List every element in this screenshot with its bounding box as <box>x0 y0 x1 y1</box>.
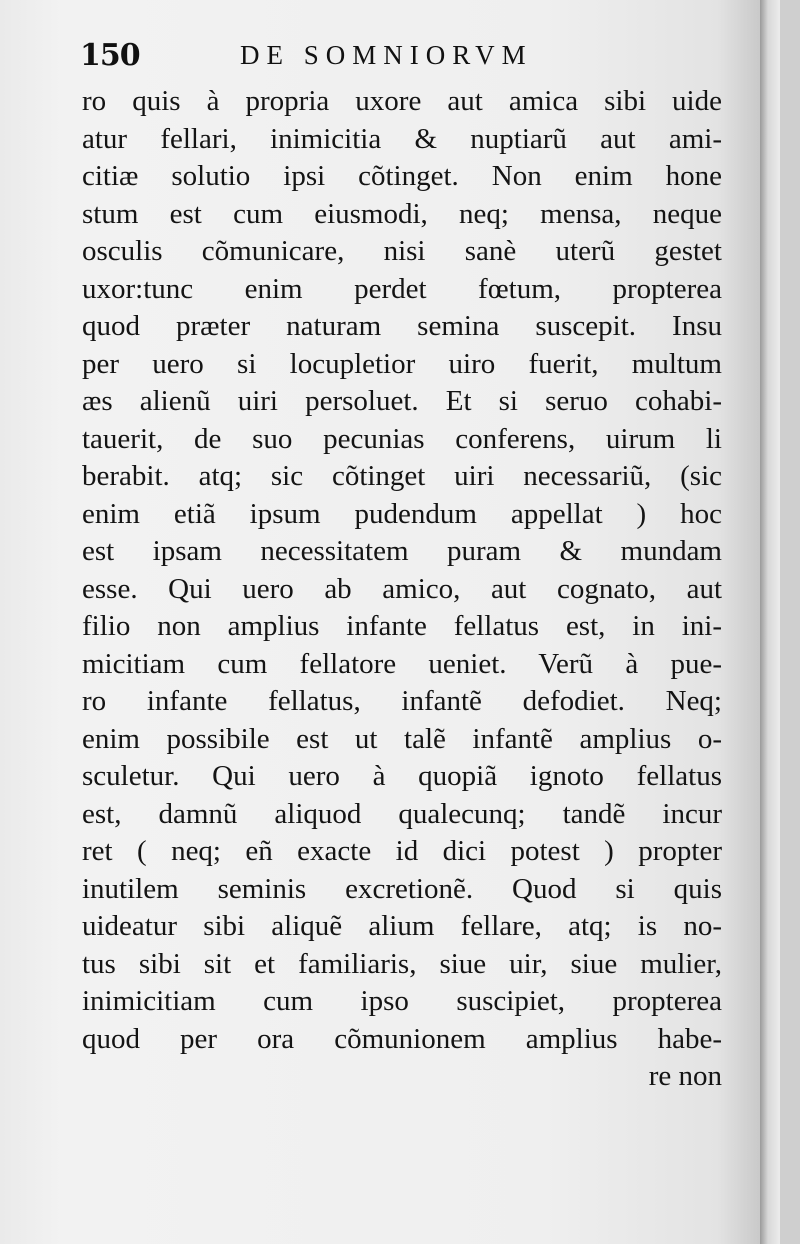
text-line: tus sibi sit et familiaris, siue uir, siue mulier, <box>82 947 722 980</box>
text-line: stum est cum eiusmodi, neq; mensa, neque <box>82 197 722 230</box>
page-header <box>80 36 720 76</box>
running-head: DE SOMNIORVM <box>240 40 533 70</box>
text-line: micitiam cum fellatore ueniet. Verũ à pue- <box>82 647 722 680</box>
text-line: esse. Qui uero ab amico, aut cognato, aut <box>82 572 722 605</box>
text-line: enim etiã ipsum pudendum appellat ) hoc <box>82 497 722 530</box>
text-line: berabit. atq; sic cõtinget uiri necessariũ, (sic <box>82 460 722 492</box>
text-line: æs alienũ uiri persoluet. Et si seruo cohabi- <box>82 385 722 417</box>
text-line: citiæ solutio ipsi cõtinget. Non enim hone <box>82 160 722 192</box>
text-line: est ipsam necessitatem puram & mundam <box>82 535 722 567</box>
text-line: sculetur. Qui uero à quopiã ignoto fellatus <box>82 760 722 792</box>
text-line: est, damnũ aliquod qualecunq; tandẽ incur <box>82 797 722 830</box>
text-line: ret ( neq; eñ exacte id dici potest ) propter <box>82 835 722 867</box>
text-line: per uero si locupletior uiro fuerit, multum <box>82 347 722 380</box>
text-line: ro infante fellatus, infantẽ defodiet. Neq; <box>82 685 722 717</box>
text-line: uideatur sibi aliquẽ alium fellare, atq; is no- <box>82 910 722 942</box>
body-text <box>82 83 722 1096</box>
page-edge-shadow <box>760 0 780 1244</box>
page-number: 150 <box>80 38 140 73</box>
text-line: tauerit, de suo pecunias conferens, uirum li <box>82 422 722 455</box>
text-line: filio non amplius infante fellatus est, in ini- <box>82 610 722 642</box>
text-line: inimicitiam cum ipso suscipiet, propterea <box>82 985 722 1017</box>
text-line: osculis cõmunicare, nisi sanè uterũ gestet <box>82 235 722 267</box>
text-line: uxor:tunc enim perdet fœtum, propterea <box>82 272 722 305</box>
text-line: atur fellari, inimicitia & nuptiarũ aut ami- <box>82 122 722 155</box>
text-line: ro quis à propria uxore aut amica sibi uide <box>82 85 722 117</box>
text-line: quod præter naturam semina suscepit. Insu <box>82 310 722 342</box>
catchword-line: re non <box>648 1060 722 1092</box>
text-line: quod per ora cõmunionem amplius habe- <box>82 1022 722 1055</box>
text-line: enim possibile est ut talẽ infantẽ amplius o- <box>82 722 722 755</box>
text-line: inutilem seminis excretionẽ. Quod si quis <box>82 872 722 905</box>
